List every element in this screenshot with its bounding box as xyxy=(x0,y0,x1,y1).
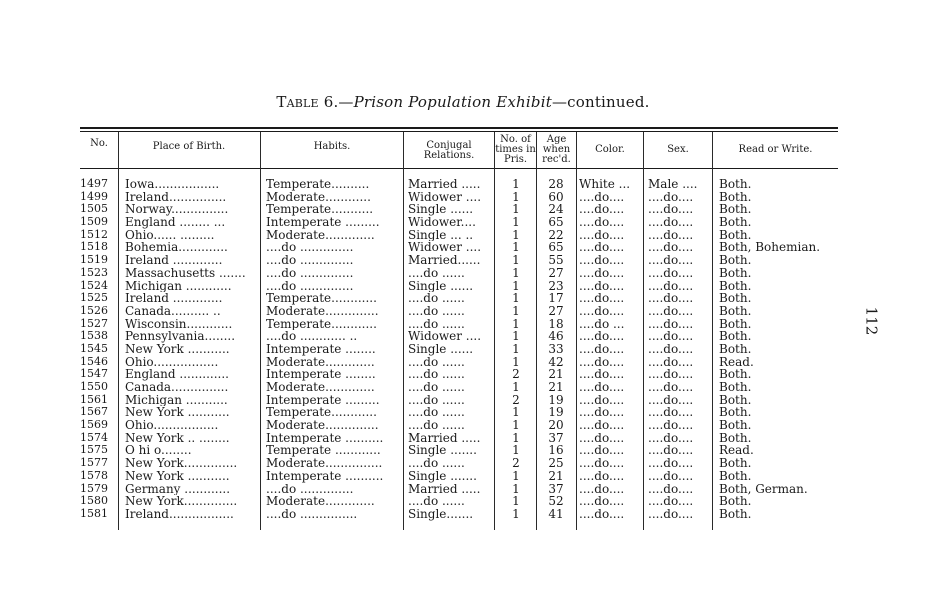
table-row xyxy=(0,356,926,369)
cell-color: ....do.... xyxy=(579,190,625,204)
cell-times: 1 xyxy=(512,228,520,242)
table-row xyxy=(0,343,926,356)
cell-sex: ....do.... xyxy=(648,342,694,356)
cell-habits: Temperate........... xyxy=(266,203,374,217)
cell-sex: ....do.... xyxy=(648,431,694,445)
cell-no: 1561 xyxy=(80,393,108,406)
table-row xyxy=(0,191,926,204)
cell-times: 1 xyxy=(512,178,520,191)
cell-sex: ....do.... xyxy=(648,368,694,382)
cell-color: ....do.... xyxy=(579,279,625,293)
cell-no: 1525 xyxy=(80,292,108,305)
cell-color: ....do.... xyxy=(579,431,625,445)
cell-age: 21 xyxy=(548,381,564,394)
cell-read: Both. xyxy=(719,495,752,508)
cell-read: Both. xyxy=(719,266,752,280)
cell-color: ....do.... xyxy=(579,254,625,267)
cell-color: ....do.... xyxy=(579,393,625,407)
cell-no: 1509 xyxy=(80,216,108,229)
table-row xyxy=(0,495,926,508)
cell-read: Both. xyxy=(719,431,752,445)
table-row xyxy=(0,470,926,483)
cell-habits: Moderate............. xyxy=(266,381,375,394)
cell-conjugal: ....do ...... xyxy=(408,419,465,432)
cell-color: White ... xyxy=(579,178,631,191)
cell-age: 55 xyxy=(548,254,564,267)
cell-no: 1577 xyxy=(80,457,108,470)
cell-read: Both. xyxy=(719,279,752,293)
cell-times: 1 xyxy=(512,444,520,458)
cell-color: ....do.... xyxy=(579,381,625,394)
table-title xyxy=(0,93,926,111)
cell-no: 1550 xyxy=(80,381,108,393)
cell-place: Massachusetts ....... xyxy=(125,266,246,280)
top-rule-thin xyxy=(80,131,838,132)
cell-no: 1512 xyxy=(80,228,108,241)
cell-conjugal: ....do ...... xyxy=(408,406,465,420)
header-habits: Habits. xyxy=(313,141,351,152)
cell-read: Both. xyxy=(719,203,752,217)
cell-times: 1 xyxy=(512,406,520,420)
cell-no: 1547 xyxy=(80,368,108,381)
cell-times: 1 xyxy=(512,317,520,331)
cell-place: Bohemia............. xyxy=(125,241,228,255)
cell-conjugal: Single ...... xyxy=(408,279,474,293)
header-conjugal-relations: Conjugal Relations. xyxy=(423,140,475,161)
header-no: No. xyxy=(90,138,108,149)
cell-color: ....do.... xyxy=(579,228,625,242)
header-color: Color. xyxy=(595,144,625,155)
table-row xyxy=(0,394,926,407)
cell-habits: Moderate............. xyxy=(266,228,375,242)
cell-sex: ....do.... xyxy=(648,419,694,432)
cell-age: 46 xyxy=(548,330,564,343)
cell-place: Ohio................. xyxy=(125,419,219,432)
cell-color: ....do.... xyxy=(579,482,625,496)
cell-sex: ....do.... xyxy=(648,304,694,318)
cell-sex: Male .... xyxy=(648,178,698,191)
table-title-suffix: —continued. xyxy=(551,93,650,111)
cell-color: ....do.... xyxy=(579,216,625,229)
cell-sex: ....do.... xyxy=(648,317,694,331)
cell-place: New York ........... xyxy=(125,342,230,356)
cell-place: Canada.......... .. xyxy=(125,304,221,318)
cell-place: New York .. ........ xyxy=(125,431,230,445)
cell-sex: ....do.... xyxy=(648,355,694,369)
top-rule-thick xyxy=(80,127,838,129)
cell-read: Both, German. xyxy=(719,482,808,496)
cell-age: 19 xyxy=(548,393,564,407)
table-row xyxy=(0,216,926,229)
cell-times: 1 xyxy=(512,419,520,432)
cell-age: 21 xyxy=(548,469,564,483)
header-read-or-write: Read or Write. xyxy=(738,144,813,155)
cell-age: 37 xyxy=(548,431,564,445)
cell-times: 1 xyxy=(512,507,520,521)
cell-age: 52 xyxy=(548,495,564,508)
cell-sex: ....do.... xyxy=(648,469,694,483)
cell-no: 1538 xyxy=(80,330,108,343)
cell-read: Both. xyxy=(719,216,752,229)
cell-color: ....do.... xyxy=(579,444,625,458)
header-bottom-rule xyxy=(80,168,838,169)
cell-times: 1 xyxy=(512,431,520,445)
cell-times: 1 xyxy=(512,292,520,305)
cell-age: 42 xyxy=(548,355,564,369)
cell-times: 1 xyxy=(512,241,520,255)
cell-conjugal: Single....... xyxy=(408,507,474,521)
table-row xyxy=(0,254,926,267)
cell-sex: ....do.... xyxy=(648,190,694,204)
cell-age: 18 xyxy=(548,317,564,331)
cell-habits: ....do .............. xyxy=(266,279,354,293)
cell-conjugal: ....do ...... xyxy=(408,317,465,331)
cell-habits: ....do .............. xyxy=(266,482,354,496)
cell-habits: Temperate............ xyxy=(266,292,377,305)
table-row xyxy=(0,508,926,521)
header-place-of-birth: Place of Birth. xyxy=(152,141,226,152)
table-row xyxy=(0,241,926,254)
cell-age: 41 xyxy=(548,507,564,521)
table-title-prefix: Table 6.— xyxy=(276,93,354,111)
cell-sex: ....do.... xyxy=(648,406,694,420)
cell-no: 1545 xyxy=(80,342,108,355)
table-row xyxy=(0,483,926,496)
cell-place: New York ........... xyxy=(125,469,230,483)
cell-age: 20 xyxy=(548,419,564,432)
cell-place: New York ........... xyxy=(125,406,230,420)
header-times-in-prison: No. of times in Pris. xyxy=(495,134,536,165)
cell-no: 1581 xyxy=(80,507,108,520)
cell-conjugal: ....do ...... xyxy=(408,304,465,318)
table-row xyxy=(0,368,926,381)
cell-conjugal: ....do ...... xyxy=(408,292,465,305)
table-row xyxy=(0,444,926,457)
cell-read: Both. xyxy=(719,292,752,305)
cell-read: Both. xyxy=(719,469,752,483)
cell-habits: Moderate............. xyxy=(266,355,375,369)
cell-color: ....do.... xyxy=(579,368,625,382)
cell-no: 1580 xyxy=(80,495,108,508)
cell-times: 1 xyxy=(512,216,520,229)
cell-no: 1497 xyxy=(80,178,108,190)
cell-read: Both. xyxy=(719,507,752,521)
cell-place: Germany ............ xyxy=(125,482,231,496)
cell-sex: ....do.... xyxy=(648,279,694,293)
cell-sex: ....do.... xyxy=(648,444,694,458)
cell-read: Both. xyxy=(719,381,752,394)
cell-read: Both. xyxy=(719,393,752,407)
cell-conjugal: Single ....... xyxy=(408,444,477,458)
cell-color: ....do.... xyxy=(579,406,625,420)
table-row xyxy=(0,178,926,191)
cell-read: Both. xyxy=(719,304,752,318)
cell-read: Both, Bohemian. xyxy=(719,241,821,255)
cell-color: ....do.... xyxy=(579,457,625,470)
cell-habits: Moderate............. xyxy=(266,495,375,508)
cell-habits: Moderate.............. xyxy=(266,304,379,318)
cell-habits: ....do .............. xyxy=(266,241,354,255)
cell-read: Both. xyxy=(719,368,752,382)
cell-color: ....do.... xyxy=(579,419,625,432)
cell-times: 1 xyxy=(512,304,520,318)
cell-habits: Moderate............ xyxy=(266,190,371,204)
cell-no: 1526 xyxy=(80,304,108,317)
cell-place: Norway............... xyxy=(125,203,229,217)
cell-no: 1518 xyxy=(80,241,108,254)
cell-no: 1567 xyxy=(80,406,108,419)
table-row xyxy=(0,318,926,331)
cell-conjugal: Married ..... xyxy=(408,178,481,191)
cell-place: Ohio...... ......... xyxy=(125,228,215,242)
cell-conjugal: ....do ...... xyxy=(408,457,465,470)
cell-read: Both. xyxy=(719,406,752,420)
cell-place: Pennsylvania........ xyxy=(125,330,236,343)
cell-habits: Temperate............ xyxy=(266,317,377,331)
cell-place: Michigan ............ xyxy=(125,279,232,293)
cell-times: 1 xyxy=(512,203,520,217)
cell-conjugal: Single ...... xyxy=(408,203,474,217)
cell-no: 1546 xyxy=(80,355,108,368)
cell-habits: ....do ............... xyxy=(266,507,358,521)
cell-times: 1 xyxy=(512,330,520,343)
cell-age: 27 xyxy=(548,266,564,280)
table-row xyxy=(0,267,926,280)
cell-habits: Moderate.............. xyxy=(266,419,379,432)
table-row xyxy=(0,406,926,419)
cell-conjugal: Single ...... xyxy=(408,342,474,356)
cell-place: Ohio................. xyxy=(125,355,219,369)
cell-habits: ....do .............. xyxy=(266,266,354,280)
cell-no: 1527 xyxy=(80,317,108,330)
cell-read: Both. xyxy=(719,254,752,267)
cell-no: 1505 xyxy=(80,203,108,216)
header-age-received: Age when rec'd. xyxy=(542,134,571,165)
cell-age: 28 xyxy=(548,178,564,191)
cell-habits: Temperate.......... xyxy=(266,178,370,191)
cell-color: ....do.... xyxy=(579,330,625,343)
cell-age: 65 xyxy=(548,216,564,229)
cell-times: 1 xyxy=(512,482,520,496)
cell-times: 1 xyxy=(512,254,520,267)
cell-place: Wisconsin............ xyxy=(125,317,233,331)
cell-times: 1 xyxy=(512,381,520,394)
table-row xyxy=(0,330,926,343)
cell-conjugal: Single ... .. xyxy=(408,228,474,242)
cell-habits: ....do ............ .. xyxy=(266,330,358,343)
cell-sex: ....do.... xyxy=(648,381,694,394)
cell-age: 23 xyxy=(548,279,564,293)
cell-habits: Moderate............... xyxy=(266,457,383,470)
table-row xyxy=(0,432,926,445)
cell-conjugal: ....do ...... xyxy=(408,266,465,280)
header-sex: Sex. xyxy=(667,144,689,155)
cell-sex: ....do.... xyxy=(648,241,694,255)
table-row xyxy=(0,280,926,293)
cell-read: Both. xyxy=(719,190,752,204)
cell-sex: ....do.... xyxy=(648,266,694,280)
table-row xyxy=(0,292,926,305)
cell-times: 2 xyxy=(512,368,520,382)
cell-no: 1524 xyxy=(80,279,108,292)
page-number: 112 xyxy=(862,306,881,336)
cell-age: 21 xyxy=(548,368,564,382)
cell-read: Both. xyxy=(719,228,752,242)
cell-place: England ........ ... xyxy=(125,216,226,229)
cell-conjugal: Widower .... xyxy=(408,330,482,343)
cell-place: Iowa................. xyxy=(125,178,220,191)
cell-conjugal: ....do ...... xyxy=(408,495,465,508)
cell-conjugal: Widower .... xyxy=(408,190,482,204)
cell-habits: Intemperate ......... xyxy=(266,393,380,407)
table-row xyxy=(0,419,926,432)
cell-conjugal: ....do ...... xyxy=(408,393,465,407)
cell-sex: ....do.... xyxy=(648,457,694,470)
cell-habits: Intemperate .......... xyxy=(266,469,384,483)
cell-habits: Intemperate .......... xyxy=(266,431,384,445)
cell-conjugal: Married ..... xyxy=(408,482,481,496)
cell-color: ....do.... xyxy=(579,507,625,521)
cell-age: 24 xyxy=(548,203,564,217)
cell-no: 1519 xyxy=(80,254,108,267)
cell-age: 37 xyxy=(548,482,564,496)
cell-no: 1499 xyxy=(80,190,108,203)
cell-no: 1523 xyxy=(80,266,108,279)
cell-times: 1 xyxy=(512,469,520,483)
cell-conjugal: Widower .... xyxy=(408,241,482,255)
cell-conjugal: ....do ...... xyxy=(408,368,465,382)
cell-sex: ....do.... xyxy=(648,482,694,496)
cell-conjugal: Single ....... xyxy=(408,469,477,483)
cell-times: 1 xyxy=(512,342,520,356)
cell-age: 17 xyxy=(548,292,564,305)
cell-conjugal: ....do ...... xyxy=(408,355,465,369)
cell-times: 1 xyxy=(512,190,520,204)
cell-sex: ....do.... xyxy=(648,203,694,217)
cell-times: 2 xyxy=(512,393,520,407)
cell-read: Read. xyxy=(719,355,754,369)
cell-read: Read. xyxy=(719,444,754,458)
cell-age: 25 xyxy=(548,457,564,470)
cell-place: Michigan ........... xyxy=(125,393,228,407)
cell-place: Ireland ............. xyxy=(125,254,223,267)
cell-color: ....do.... xyxy=(579,203,625,217)
cell-place: New York.............. xyxy=(125,457,238,470)
cell-sex: ....do.... xyxy=(648,228,694,242)
table-row xyxy=(0,381,926,394)
cell-times: 1 xyxy=(512,266,520,280)
cell-color: ....do.... xyxy=(579,241,625,255)
cell-times: 1 xyxy=(512,279,520,293)
cell-sex: ....do.... xyxy=(648,292,694,305)
cell-habits: Intemperate ........ xyxy=(266,368,376,382)
cell-color: ....do ... xyxy=(579,317,625,331)
table-body xyxy=(0,178,926,521)
cell-times: 2 xyxy=(512,457,520,470)
cell-place: O hi o........ xyxy=(125,444,192,458)
table-row xyxy=(0,305,926,318)
cell-habits: Temperate............ xyxy=(266,406,377,420)
cell-sex: ....do.... xyxy=(648,330,694,343)
cell-read: Both. xyxy=(719,178,752,191)
cell-sex: ....do.... xyxy=(648,495,694,508)
cell-sex: ....do.... xyxy=(648,507,694,521)
cell-habits: Intemperate ......... xyxy=(266,216,380,229)
cell-place: Ireland ............. xyxy=(125,292,223,305)
cell-place: Ireland................. xyxy=(125,507,234,521)
cell-times: 1 xyxy=(512,355,520,369)
cell-place: New York.............. xyxy=(125,495,238,508)
cell-read: Both. xyxy=(719,317,752,331)
cell-conjugal: Widower.... xyxy=(408,216,476,229)
cell-age: 60 xyxy=(548,190,564,204)
cell-times: 1 xyxy=(512,495,520,508)
cell-place: Canada............... xyxy=(125,381,229,394)
cell-read: Both. xyxy=(719,457,752,470)
cell-color: ....do.... xyxy=(579,495,625,508)
cell-color: ....do.... xyxy=(579,469,625,483)
cell-color: ....do.... xyxy=(579,355,625,369)
cell-age: 33 xyxy=(548,342,564,356)
cell-color: ....do.... xyxy=(579,304,625,318)
cell-no: 1575 xyxy=(80,444,108,457)
cell-sex: ....do.... xyxy=(648,393,694,407)
cell-color: ....do.... xyxy=(579,292,625,305)
cell-no: 1579 xyxy=(80,482,108,495)
cell-read: Both. xyxy=(719,330,752,343)
cell-conjugal: Married ..... xyxy=(408,431,481,445)
cell-no: 1578 xyxy=(80,469,108,482)
table-row xyxy=(0,203,926,216)
cell-age: 65 xyxy=(548,241,564,255)
table-title-name: Prison Population Exhibit xyxy=(353,93,552,111)
cell-read: Both. xyxy=(719,419,752,432)
cell-age: 16 xyxy=(548,444,564,458)
cell-habits: Intemperate ........ xyxy=(266,342,376,356)
cell-sex: ....do.... xyxy=(648,216,694,229)
cell-color: ....do.... xyxy=(579,266,625,280)
cell-no: 1574 xyxy=(80,431,108,444)
cell-conjugal: ....do ...... xyxy=(408,381,465,394)
cell-conjugal: Married...... xyxy=(408,254,481,267)
cell-no: 1569 xyxy=(80,419,108,432)
cell-age: 27 xyxy=(548,304,564,318)
table-row xyxy=(0,229,926,242)
cell-place: Ireland............... xyxy=(125,190,227,204)
cell-age: 19 xyxy=(548,406,564,420)
cell-read: Both. xyxy=(719,342,752,356)
cell-place: England ............. xyxy=(125,368,229,382)
table-row xyxy=(0,457,926,470)
cell-age: 22 xyxy=(548,228,564,242)
cell-sex: ....do.... xyxy=(648,254,694,267)
cell-color: ....do.... xyxy=(579,342,625,356)
cell-habits: ....do .............. xyxy=(266,254,354,267)
cell-habits: Temperate ............ xyxy=(266,444,381,458)
